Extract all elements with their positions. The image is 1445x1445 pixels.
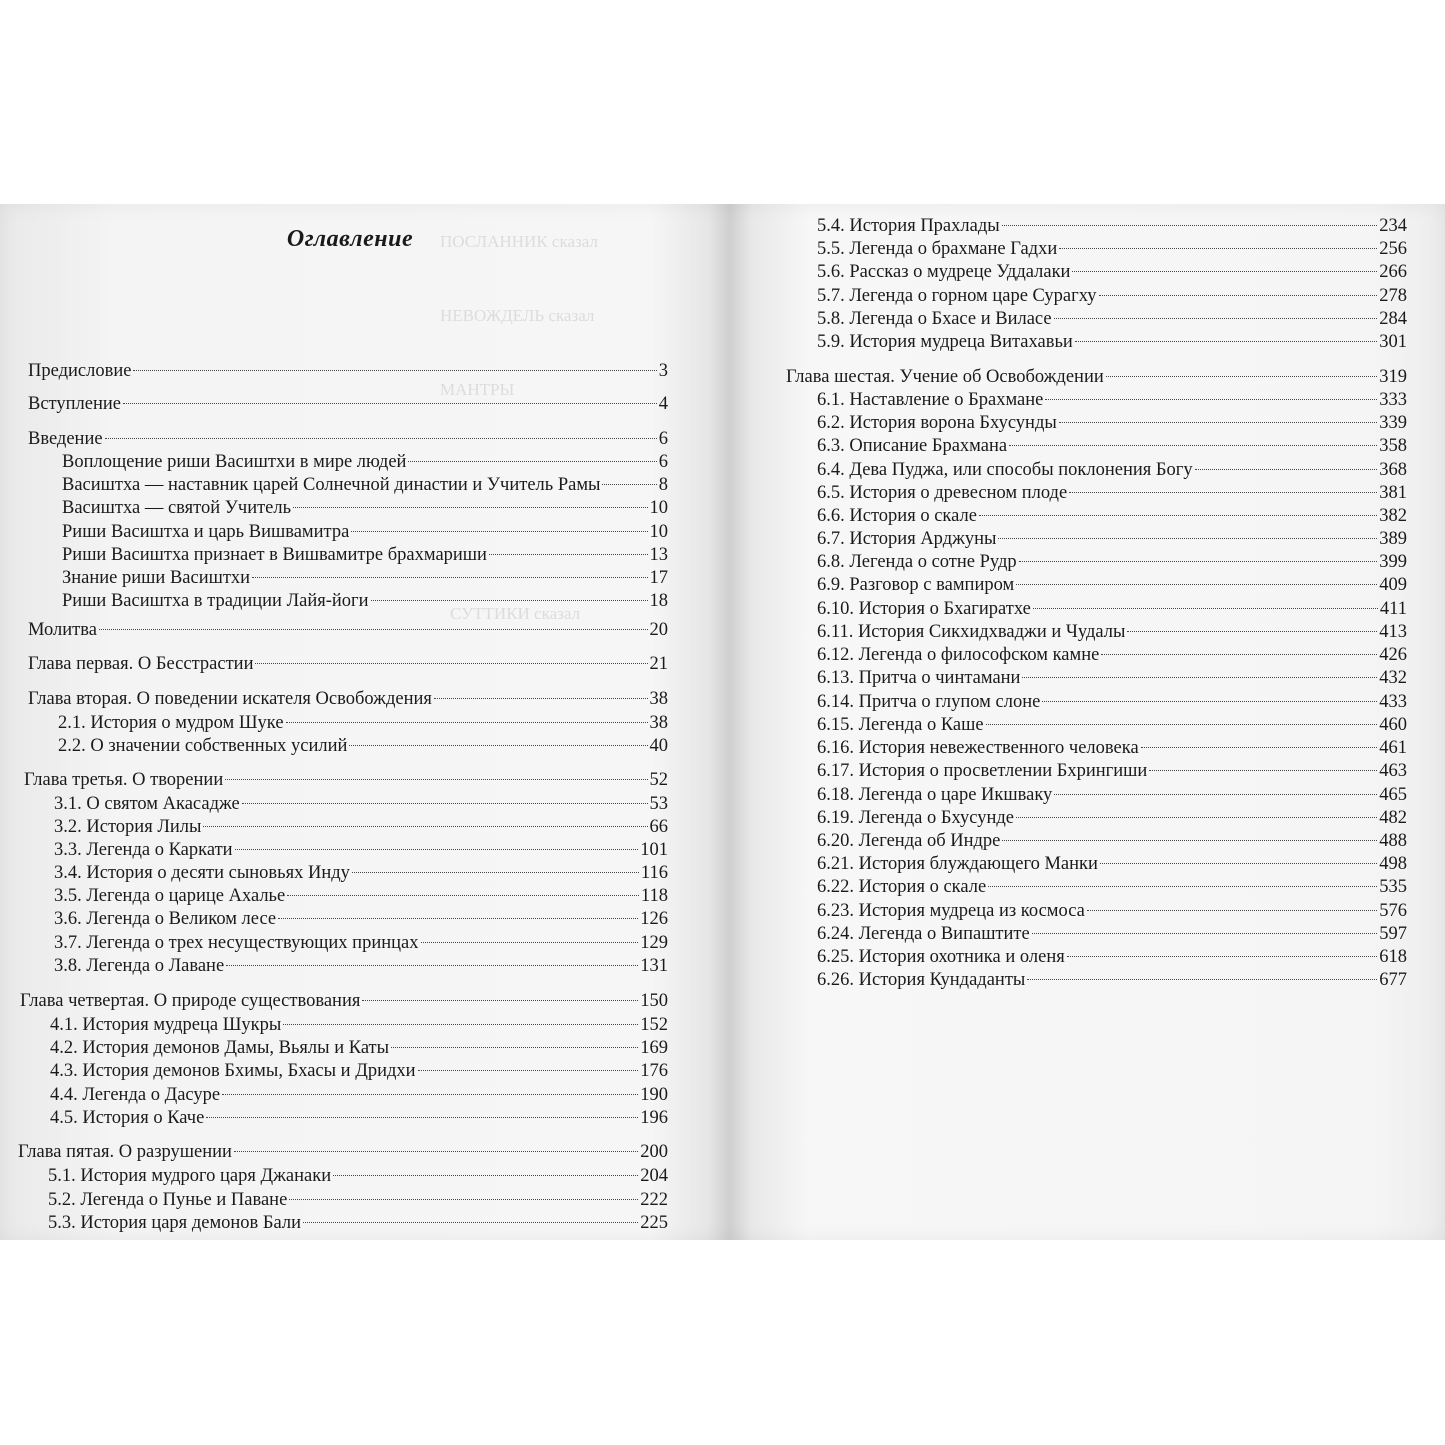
toc-entry-title: 6.20. Легенда об Индре — [817, 831, 1001, 851]
dot-leader — [602, 484, 656, 485]
toc-entry-title: 5.8. Легенда о Бхасе и Виласе — [817, 309, 1052, 329]
toc-entry[interactable] — [54, 815, 668, 839]
toc-entry-page: 411 — [1379, 599, 1407, 619]
toc-entry-title: 6.19. Легенда о Бхусунде — [817, 808, 1014, 828]
toc-entry[interactable] — [28, 687, 668, 711]
toc-entry-page: 576 — [1379, 901, 1407, 921]
toc-entry[interactable] — [817, 527, 1407, 551]
toc-entry-page: 200 — [640, 1142, 668, 1162]
toc-entry-title: 4.1. История мудреца Шукры — [50, 1015, 282, 1035]
toc-entry-page: 129 — [640, 933, 668, 953]
dot-leader — [1106, 376, 1377, 377]
dot-leader — [252, 577, 647, 578]
dot-leader — [286, 722, 648, 723]
toc-entry[interactable] — [817, 968, 1407, 992]
toc-entry-title: 5.9. История мудреца Витахавьи — [817, 332, 1073, 352]
bleed-through-text: НЕВОЖДЕЛЬ сказал — [440, 306, 595, 325]
toc-entry[interactable] — [28, 618, 668, 642]
toc-entry-title: 6.9. Разговор с вампиром — [817, 575, 1015, 595]
toc-entry[interactable] — [54, 884, 668, 908]
toc-entry-page: 465 — [1379, 785, 1407, 805]
toc-entry[interactable] — [817, 852, 1407, 876]
dot-leader — [1002, 225, 1378, 226]
toc-entry[interactable] — [817, 411, 1407, 435]
toc-entry-title: 6.22. История о скале — [817, 877, 987, 897]
toc-entry[interactable] — [817, 783, 1407, 807]
toc-entry[interactable] — [24, 768, 668, 792]
toc-entry-page: 284 — [1379, 309, 1407, 329]
dot-leader — [293, 507, 647, 508]
toc-entry-page: 38 — [649, 713, 668, 733]
dot-leader — [242, 803, 648, 804]
toc-entry[interactable] — [817, 666, 1407, 690]
dot-leader — [333, 1175, 638, 1176]
toc-entry-page: 131 — [640, 956, 668, 976]
dot-leader — [1141, 747, 1378, 748]
toc-entry-page: 21 — [649, 654, 668, 674]
toc-entry-page: 389 — [1379, 529, 1407, 549]
toc-entry-title: Знание риши Васиштхи — [62, 568, 251, 588]
dot-leader — [362, 1000, 638, 1001]
toc-entry[interactable] — [50, 1013, 668, 1037]
dot-leader — [1059, 248, 1377, 249]
toc-entry-page: 116 — [640, 863, 668, 883]
dot-leader — [408, 461, 656, 462]
dot-leader — [226, 965, 638, 966]
toc-entry[interactable] — [20, 989, 668, 1013]
toc-entry-page: 169 — [640, 1038, 668, 1058]
toc-entry-page: 461 — [1379, 738, 1407, 758]
toc-entry[interactable] — [817, 284, 1407, 308]
toc-entry-title: 5.7. Легенда о горном царе Сурагху — [817, 286, 1097, 306]
toc-entry-title: Предисловие — [28, 361, 132, 381]
toc-entry-page: 190 — [640, 1085, 668, 1105]
toc-entry[interactable] — [62, 589, 668, 613]
toc-entry-page: 13 — [649, 545, 668, 565]
toc-entry-title: Васиштха — наставник царей Солнечной династии и Учитель Рамы — [62, 475, 601, 495]
toc-entry[interactable] — [54, 792, 668, 816]
toc-entry-title: 6.11. История Сикхидхваджи и Чудалы — [817, 622, 1126, 642]
toc-entry-title: 5.2. Легенда о Пунье и Паване — [48, 1190, 288, 1210]
toc-entry[interactable] — [28, 359, 668, 383]
dot-leader — [1032, 933, 1378, 934]
toc-entry[interactable] — [786, 365, 1407, 389]
toc-entry[interactable] — [817, 875, 1407, 899]
toc-entry[interactable] — [817, 945, 1407, 969]
toc-entry-title: Риши Васиштха в традиции Лайя-йоги — [62, 591, 369, 611]
dot-leader — [99, 629, 648, 630]
toc-entry[interactable] — [817, 214, 1407, 238]
toc-entry[interactable] — [58, 711, 668, 735]
toc-entry-page: 150 — [640, 991, 668, 1011]
toc-entry-page: 40 — [649, 736, 668, 756]
toc-entry-title: 5.3. История царя демонов Бали — [48, 1213, 302, 1233]
dot-leader — [1002, 840, 1377, 841]
toc-entry-title: Глава пятая. О разрушении — [18, 1142, 232, 1162]
toc-entry[interactable] — [54, 907, 668, 931]
dot-leader — [489, 554, 648, 555]
toc-entry-title: 6.14. Притча о глупом слоне — [817, 692, 1041, 712]
dot-leader — [1027, 979, 1377, 980]
toc-entry-page: 382 — [1379, 506, 1407, 526]
dot-leader — [123, 403, 657, 404]
toc-entry[interactable] — [817, 713, 1407, 737]
toc-entry-page: 10 — [649, 522, 668, 542]
dot-leader — [1042, 701, 1377, 702]
toc-entry-page: 52 — [649, 770, 668, 790]
dot-leader — [1019, 561, 1378, 562]
toc-entry-page: 10 — [649, 498, 668, 518]
dot-leader — [303, 1222, 638, 1223]
toc-entry-title: 6.12. Легенда о философском камне — [817, 645, 1100, 665]
toc-entry[interactable] — [54, 954, 668, 978]
dot-leader — [1069, 492, 1377, 493]
bleed-through-text: МАНТРЫ — [440, 380, 515, 399]
toc-entry[interactable] — [62, 543, 668, 567]
toc-entry-page: 358 — [1379, 436, 1407, 456]
toc-entry-title: 6.2. История ворона Бхусунды — [817, 413, 1057, 433]
dot-leader — [352, 872, 639, 873]
dot-leader — [351, 531, 647, 532]
toc-entry-page: 426 — [1379, 645, 1407, 665]
toc-entry-title: 3.2. История Лилы — [54, 817, 202, 837]
dot-leader — [988, 886, 1377, 887]
toc-entry-page: 433 — [1379, 692, 1407, 712]
toc-entry-page: 482 — [1379, 808, 1407, 828]
toc-entry-page: 488 — [1379, 831, 1407, 851]
toc-entry-title: 6.3. Описание Брахмана — [817, 436, 1008, 456]
left-page — [0, 204, 728, 1240]
toc-entry-title: 6.13. Притча о чинтамани — [817, 668, 1021, 688]
toc-entry-title: Воплощение риши Васиштхи в мире людей — [62, 452, 407, 472]
toc-entry[interactable] — [50, 1083, 668, 1107]
dot-leader — [105, 438, 657, 439]
toc-entry[interactable] — [817, 643, 1407, 667]
toc-entry-page: 101 — [640, 840, 668, 860]
toc-entry-page: 20 — [649, 620, 668, 640]
toc-entry-title: 6.15. Легенда о Каше — [817, 715, 984, 735]
dot-leader — [1101, 654, 1377, 655]
toc-entry-page: 333 — [1379, 390, 1407, 410]
dot-leader — [349, 745, 647, 746]
toc-entry-page: 463 — [1379, 761, 1407, 781]
toc-entry-page: 535 — [1379, 877, 1407, 897]
toc-entry-title: 6.10. История о Бхагиратхе — [817, 599, 1031, 619]
dot-leader — [278, 918, 638, 919]
toc-entry[interactable] — [817, 829, 1407, 853]
toc-entry-title: 6.26. История Кундаданты — [817, 970, 1026, 990]
toc-entry[interactable] — [817, 690, 1407, 714]
toc-entry[interactable] — [817, 330, 1407, 354]
toc-entry-page: 460 — [1379, 715, 1407, 735]
toc-entry[interactable] — [50, 1036, 668, 1060]
toc-entry-page: 399 — [1379, 552, 1407, 572]
toc-entry-page: 38 — [649, 689, 668, 709]
toc-entry-page: 3 — [658, 361, 668, 381]
toc-entry-title: 2.1. История о мудром Шуке — [58, 713, 284, 733]
dot-leader — [371, 600, 648, 601]
toc-entry[interactable] — [50, 1106, 668, 1130]
toc-entry-page: 266 — [1379, 262, 1407, 282]
dot-leader — [391, 1047, 638, 1048]
toc-entry-title: Глава третья. О творении — [24, 770, 224, 790]
toc-entry[interactable] — [62, 566, 668, 590]
dot-leader — [434, 698, 648, 699]
toc-entry-page: 339 — [1379, 413, 1407, 433]
toc-entry[interactable] — [817, 806, 1407, 830]
toc-entry[interactable] — [817, 736, 1407, 760]
toc-entry-title: 4.5. История о Каче — [50, 1108, 205, 1128]
dot-leader — [222, 1094, 638, 1095]
toc-entry[interactable] — [28, 652, 668, 676]
toc-entry-title: Глава первая. О Бесстрастии — [28, 654, 254, 674]
dot-leader — [1054, 318, 1378, 319]
toc-entry-title: 6.23. История мудреца из космоса — [817, 901, 1085, 921]
toc-entry[interactable] — [817, 237, 1407, 261]
toc-entry-page: 17 — [649, 568, 668, 588]
toc-entry-title: 2.2. О значении собственных усилий — [58, 736, 348, 756]
toc-entry-page: 597 — [1379, 924, 1407, 944]
toc-entry-page: 126 — [640, 909, 668, 929]
toc-entry-page: 413 — [1379, 622, 1407, 642]
toc-entry[interactable] — [48, 1211, 668, 1235]
toc-entry[interactable] — [50, 1059, 668, 1083]
dot-leader — [1033, 608, 1378, 609]
toc-entry-page: 6 — [658, 452, 668, 472]
dot-leader — [234, 1151, 638, 1152]
toc-entry[interactable] — [817, 550, 1407, 574]
dot-leader — [998, 538, 1377, 539]
toc-entry-title: 6.16. История невежественного человека — [817, 738, 1139, 758]
toc-entry[interactable] — [817, 434, 1407, 458]
toc-entry[interactable] — [817, 620, 1407, 644]
toc-entry-page: 381 — [1379, 483, 1407, 503]
toc-entry-page: 176 — [640, 1061, 668, 1081]
dot-leader — [1075, 341, 1377, 342]
toc-entry-title: 3.1. О святом Акасадже — [54, 794, 240, 814]
toc-entry-page: 498 — [1379, 854, 1407, 874]
toc-entry[interactable] — [48, 1164, 668, 1188]
toc-entry-page: 301 — [1379, 332, 1407, 352]
toc-entry[interactable] — [62, 520, 668, 544]
open-book-spread — [0, 204, 1445, 1240]
toc-entry-title: 5.4. История Прахлады — [817, 216, 1000, 236]
toc-entry-title: Молитва — [28, 620, 97, 640]
toc-entry-page: 53 — [649, 794, 668, 814]
toc-entry[interactable] — [817, 922, 1407, 946]
dot-leader — [1045, 399, 1377, 400]
dot-leader — [418, 1070, 639, 1071]
toc-entry[interactable] — [817, 388, 1407, 412]
toc-entry-title: 5.1. История мудрого царя Джанаки — [48, 1166, 332, 1186]
toc-entry[interactable] — [817, 481, 1407, 505]
toc-entry-title: Вступление — [28, 394, 121, 414]
toc-entry[interactable] — [817, 573, 1407, 597]
toc-entry-page: 18 — [649, 591, 668, 611]
toc-entry[interactable] — [62, 450, 668, 474]
dot-leader — [255, 663, 647, 664]
toc-entry-page: 152 — [640, 1015, 668, 1035]
toc-entry-page: 8 — [658, 475, 668, 495]
dot-leader — [1054, 794, 1377, 795]
dot-leader — [287, 895, 639, 896]
toc-entry-page: 204 — [640, 1166, 668, 1186]
toc-entry-title: 5.6. Рассказ о мудреце Уддалаки — [817, 262, 1071, 282]
toc-entry-page: 278 — [1379, 286, 1407, 306]
dot-leader — [1149, 770, 1377, 771]
toc-entry-title: 6.25. История охотника и оленя — [817, 947, 1065, 967]
dot-leader — [133, 370, 656, 371]
dot-leader — [225, 779, 647, 780]
toc-entry-page: 4 — [658, 394, 668, 414]
dot-leader — [235, 849, 639, 850]
dot-leader — [1016, 817, 1377, 818]
toc-entry-title: 3.4. История о десяти сыновьях Инду — [54, 863, 350, 883]
toc-entry[interactable] — [54, 861, 668, 885]
toc-entry-title: 6.17. История о просветлении Бхрингиши — [817, 761, 1148, 781]
toc-entry-title: 4.2. История демонов Дамы, Вьялы и Каты — [50, 1038, 390, 1058]
toc-entry-page: 196 — [640, 1108, 668, 1128]
toc-entry-title: 4.3. История демонов Бхимы, Бхасы и Дридхи — [50, 1061, 416, 1081]
toc-entry-page: 222 — [640, 1190, 668, 1210]
dot-leader — [1059, 422, 1377, 423]
toc-entry[interactable] — [817, 759, 1407, 783]
toc-entry[interactable] — [817, 458, 1407, 482]
toc-entry-title: 6.24. Легенда о Випаштите — [817, 924, 1030, 944]
toc-entry-title: 3.7. Легенда о трех несуществующих принцах — [54, 933, 419, 953]
toc-entry-title: 4.4. Легенда о Дасуре — [50, 1085, 221, 1105]
dot-leader — [1016, 584, 1377, 585]
toc-entry-title: 6.5. История о древесном плоде — [817, 483, 1068, 503]
toc-entry[interactable] — [817, 504, 1407, 528]
toc-entry-page: 225 — [640, 1213, 668, 1233]
toc-entry-page: 256 — [1379, 239, 1407, 259]
dot-leader — [1067, 956, 1378, 957]
toc-entry-page: 6 — [658, 429, 668, 449]
toc-entry[interactable] — [54, 838, 668, 862]
toc-entry-page: 368 — [1379, 460, 1407, 480]
toc-entry-title: Васиштха — святой Учитель — [62, 498, 292, 518]
toc-entry-title: Глава шестая. Учение об Освобождении — [786, 367, 1104, 387]
toc-entry-title: Риши Васиштха и царь Вишвамитра — [62, 522, 350, 542]
toc-entry[interactable] — [48, 1188, 668, 1212]
dot-leader — [1100, 863, 1377, 864]
toc-entry-title: Глава четвертая. О природе существования — [20, 991, 361, 1011]
toc-entry-page: 234 — [1379, 216, 1407, 236]
toc-entry[interactable] — [62, 496, 668, 520]
bleed-through-text: ПОСЛАННИК сказал — [440, 232, 598, 251]
toc-entry[interactable] — [817, 597, 1407, 621]
toc-entry-title: 6.8. Легенда о сотне Рудр — [817, 552, 1017, 572]
toc-entry-title: 6.1. Наставление о Брахмане — [817, 390, 1044, 410]
toc-entry-title: Риши Васиштха признает в Вишвамитре брахмариши — [62, 545, 487, 565]
right-page — [742, 204, 1445, 1240]
toc-entry[interactable] — [58, 734, 668, 758]
toc-entry-title: 3.6. Легенда о Великом лесе — [54, 909, 277, 929]
toc-title: Оглавление — [286, 226, 414, 252]
toc-entry[interactable] — [817, 307, 1407, 331]
toc-entry-title: Введение — [28, 429, 103, 449]
dot-leader — [1099, 295, 1378, 296]
dot-leader — [206, 1117, 638, 1118]
toc-entry[interactable] — [28, 427, 668, 451]
toc-entry-title: 6.21. История блуждающего Манки — [817, 854, 1098, 874]
toc-entry-title: 3.8. Легенда о Лаване — [54, 956, 225, 976]
toc-entry-page: 618 — [1379, 947, 1407, 967]
toc-entry[interactable] — [54, 931, 668, 955]
toc-entry-title: 6.6. История о скале — [817, 506, 977, 526]
dot-leader — [979, 515, 1377, 516]
toc-entry-title: 6.7. История Арджуны — [817, 529, 997, 549]
dot-leader — [1087, 910, 1377, 911]
dot-leader — [1022, 677, 1377, 678]
dot-leader — [289, 1199, 638, 1200]
dot-leader — [203, 826, 647, 827]
dot-leader — [283, 1024, 638, 1025]
toc-entry-title: 3.3. Легенда о Каркати — [54, 840, 233, 860]
toc-entry-page: 409 — [1379, 575, 1407, 595]
toc-entry-title: 6.4. Дева Пуджа, или способы поклонения Богу — [817, 460, 1193, 480]
toc-entry-page: 66 — [649, 817, 668, 837]
toc-entry-title: 5.5. Легенда о брахмане Гадхи — [817, 239, 1058, 259]
dot-leader — [421, 942, 639, 943]
toc-entry-page: 432 — [1379, 668, 1407, 688]
toc-entry[interactable] — [817, 260, 1407, 284]
toc-entry-title: Глава вторая. О поведении искателя Освобождения — [28, 689, 432, 709]
dot-leader — [986, 724, 1378, 725]
dot-leader — [1009, 445, 1377, 446]
toc-entry-title: 6.18. Легенда о царе Икшваку — [817, 785, 1053, 805]
toc-entry-page: 319 — [1379, 367, 1407, 387]
dot-leader — [1195, 469, 1378, 470]
toc-entry[interactable] — [18, 1140, 668, 1164]
dot-leader — [1127, 631, 1377, 632]
toc-entry[interactable] — [28, 392, 668, 416]
toc-entry-title: 3.5. Легенда о царице Ахалье — [54, 886, 286, 906]
bleed-through-text: СУТТИКИ сказал — [450, 604, 581, 623]
toc-entry[interactable] — [62, 473, 668, 497]
toc-entry-page: 677 — [1379, 970, 1407, 990]
toc-entry[interactable] — [817, 899, 1407, 923]
toc-entry-page: 118 — [640, 886, 668, 906]
dot-leader — [1072, 271, 1377, 272]
